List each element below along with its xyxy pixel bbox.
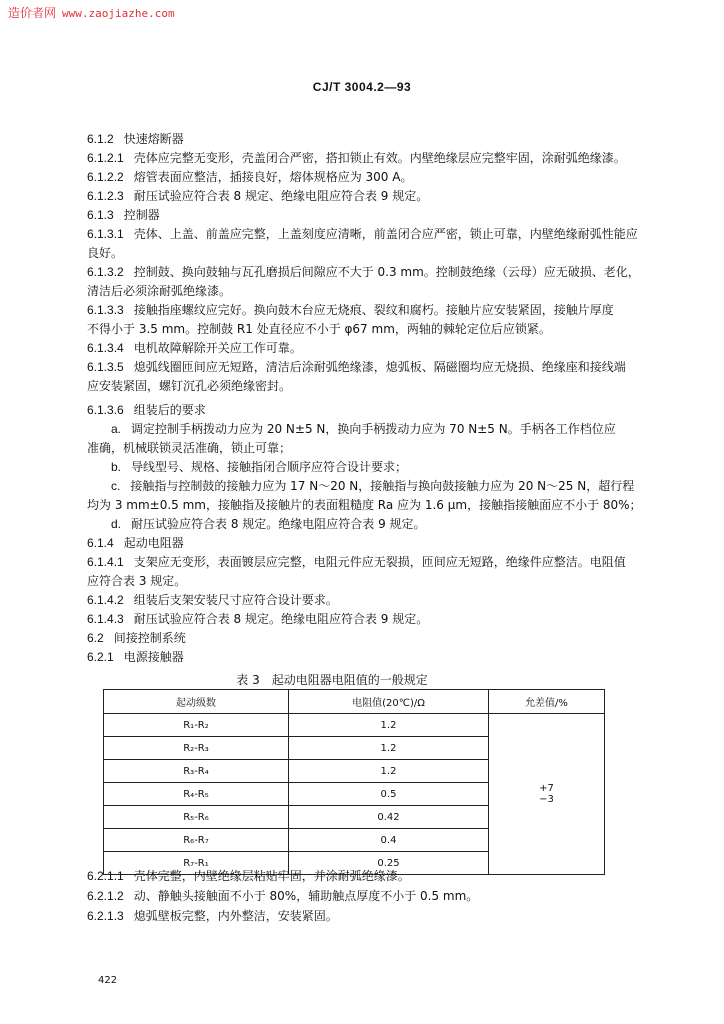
col-header-resistance: 电阻值(20℃)/Ω [289, 690, 489, 714]
section-number: 6.1.3 [87, 208, 114, 222]
tolerance-cell [489, 714, 605, 875]
list-item [87, 515, 617, 534]
section-number: 6.2.1.3 [87, 909, 124, 923]
paragraph-text: 组装后的要求 [133, 403, 206, 417]
paragraph-text: 良好。 [87, 246, 124, 260]
section-number: 6.2.1.1 [87, 869, 124, 883]
paragraph-text: 电机故障解除开关应工作可靠。 [133, 341, 302, 355]
section-number: 6.1.3.1 [87, 227, 124, 241]
section-number: 6.1.4.3 [87, 612, 124, 626]
page-number: 422 [98, 975, 118, 986]
section-number: 6.1.2 [87, 132, 114, 146]
paragraph [87, 401, 617, 420]
paragraph [87, 187, 617, 206]
paragraph [87, 225, 638, 244]
paragraph [87, 282, 617, 301]
section-number: 6.1.2.3 [87, 189, 124, 203]
item-continuation: 准确，机械联锁灵活准确，锁止可靠； [87, 441, 292, 455]
paragraph [87, 591, 617, 610]
resistance-table [103, 689, 605, 875]
paragraph-text: 熄弧线圈匝间应无短路，清洁后涂耐弧绝缘漆，熄弧板、隔磁圈均应无烧损、绝缘座和接线端 [133, 360, 626, 374]
paragraph-text: 清洁后必须涂耐弧绝缘漆。 [87, 284, 232, 298]
paragraph [87, 886, 478, 906]
resistance-cell: 0.25 [289, 852, 489, 875]
item-text: 导线型号、规格、接触指闭合顺序应符合设计要求； [131, 460, 408, 474]
item-label: a. [111, 422, 122, 436]
item-text: 调定控制手柄拨动力应为 20 N±5 N，换向手柄拨动力应为 70 N±5 N。手柄各工作档位应 [131, 422, 616, 436]
section-number: 6.1.2.1 [87, 151, 124, 165]
standard-header: CJ/T 3004.2—93 [312, 80, 412, 94]
paragraph [87, 906, 478, 926]
stage-cell: R₂-R₃ [104, 737, 289, 760]
section-number: 6.2.1.2 [87, 889, 124, 903]
section-number: 6.1.3.3 [87, 303, 124, 317]
paragraph-text: 电源接触器 [123, 650, 184, 664]
item-text: 接触指与控制鼓的接触力应为 17 N～20 N，接触指与换向鼓接触力应为 20 N～25 N，超行程 [130, 479, 635, 493]
paragraph-text: 组装后支架安装尺寸应符合设计要求。 [133, 593, 338, 607]
resistance-cell: 1.2 [289, 737, 489, 760]
stage-cell: R₁-R₂ [104, 714, 289, 737]
document-body [87, 130, 642, 696]
table-row [104, 714, 605, 737]
paragraph [87, 339, 617, 358]
paragraph-text: 壳体、上盖、前盖应完整，上盖刻度应清晰，前盖闭合应严密，锁止可靠，内壁绝缘耐弧性能应 [133, 227, 638, 241]
paragraph [87, 320, 617, 339]
section-number: 6.1.4.1 [87, 555, 124, 569]
watermark-url: www.zaojiazhe.com [62, 7, 175, 20]
section-number: 6.1.3.4 [87, 341, 124, 355]
table-title: 表 3 起动电阻器电阻值的一般规定 [236, 673, 428, 687]
paragraph-text: 应符合表 3 规定。 [87, 574, 187, 588]
paragraph [87, 534, 617, 553]
stage-cell: R₄-R₅ [104, 783, 289, 806]
paragraph-text: 耐压试验应符合表 8 规定、绝缘电阻应符合表 9 规定。 [133, 189, 429, 203]
paragraph [87, 149, 626, 168]
section-number: 6.1.4 [87, 536, 114, 550]
paragraph [87, 629, 617, 648]
paragraph [87, 866, 478, 886]
paragraph [87, 377, 617, 396]
item-continuation: 均为 3 mm±0.5 mm，接触指及接触片的表面粗糙度 Ra 应为 1.6 μm，接触指接触面应不小于 80%； [87, 498, 642, 512]
paragraph-text: 起动电阻器 [123, 536, 184, 550]
resistance-cell: 0.5 [289, 783, 489, 806]
watermark-name: 造价者网 [8, 6, 57, 20]
paragraph-text: 快速熔断器 [123, 132, 184, 146]
item-text: 耐压试验应符合表 8 规定。绝缘电阻应符合表 9 规定。 [131, 517, 426, 531]
item-label: d. [111, 517, 122, 531]
paragraph-text: 接触指座螺纹应完好。换向鼓木台应无烧痕、裂纹和腐朽。接触片应安装紧固，接触片厚度 [133, 303, 614, 317]
resistance-cell: 0.4 [289, 829, 489, 852]
paragraph [87, 301, 617, 320]
section-number: 6.1.3.5 [87, 360, 124, 374]
paragraph [87, 263, 640, 282]
paragraph [87, 572, 617, 591]
list-item [87, 420, 617, 439]
paragraph [87, 206, 617, 225]
paragraph [87, 553, 626, 572]
paragraph-text: 间接控制系统 [113, 631, 186, 645]
paragraph [87, 358, 626, 377]
paragraph-text: 熄弧壁板完整，内外整洁，安装紧固。 [133, 909, 338, 923]
section-number: 6.2.1 [87, 650, 114, 664]
stage-cell: R₆-R₇ [104, 829, 289, 852]
stage-cell: R₇-R₁ [104, 852, 289, 875]
tolerance-minus: −3 [539, 794, 554, 805]
tolerance-plus: +7 [539, 783, 554, 794]
section-number: 6.1.4.2 [87, 593, 124, 607]
stage-cell: R₅-R₆ [104, 806, 289, 829]
watermark [8, 4, 175, 21]
section-number: 6.2 [87, 631, 104, 645]
paragraph [87, 130, 617, 149]
section-number: 6.1.2.2 [87, 170, 124, 184]
paragraph [87, 244, 617, 263]
item-label: b. [111, 460, 122, 474]
paragraph-text: 支架应无变形，表面镀层应完整，电阻元件应无裂损，匝间应无短路，绝缘件应整洁。电阻值 [133, 555, 626, 569]
stage-cell: R₃-R₄ [104, 760, 289, 783]
paragraph [87, 648, 617, 667]
list-item [87, 477, 635, 496]
resistance-cell: 0.42 [289, 806, 489, 829]
paragraph-text: 熔管表面应整洁，插接良好，熔体规格应为 300 A。 [133, 170, 413, 184]
paragraph-text: 壳体应完整无变形，壳盖闭合严密，搭扣锁止有效。内壁绝缘层应完整牢固，涂耐弧绝缘漆。 [133, 151, 626, 165]
paragraph-text: 壳体完整，内壁绝缘层粘贴牢固，并涂耐弧绝缘漆。 [133, 869, 410, 883]
list-item [87, 458, 617, 477]
paragraph-text: 不得小于 3.5 mm。控制鼓 R1 处直径应不小于 φ67 mm，两轴的棘轮定位后应锁紧。 [87, 322, 551, 336]
section-number: 6.1.3.6 [87, 403, 124, 417]
section-number: 6.1.3.2 [87, 265, 124, 279]
paragraph-text: 控制鼓、换向鼓轴与瓦孔磨损后间隙应不大于 0.3 mm。控制鼓绝缘（云母）应无破损、老化， [133, 265, 640, 279]
resistance-cell: 1.2 [289, 760, 489, 783]
post-table-paragraphs [87, 866, 478, 926]
paragraph-text: 控制器 [123, 208, 160, 222]
paragraph-text: 动、静触头接触面不小于 80%，辅助触点厚度不小于 0.5 mm。 [133, 889, 479, 903]
col-header-stage: 起动级数 [104, 690, 289, 714]
paragraph [87, 610, 617, 629]
paragraph-text: 应安装紧固，螺钉沉孔必须绝缘密封。 [87, 379, 292, 393]
resistance-cell: 1.2 [289, 714, 489, 737]
paragraph [87, 168, 617, 187]
col-header-tolerance: 允差值/% [489, 690, 605, 714]
item-label: c. [111, 479, 121, 493]
paragraph-text: 耐压试验应符合表 8 规定。绝缘电阻应符合表 9 规定。 [133, 612, 429, 626]
